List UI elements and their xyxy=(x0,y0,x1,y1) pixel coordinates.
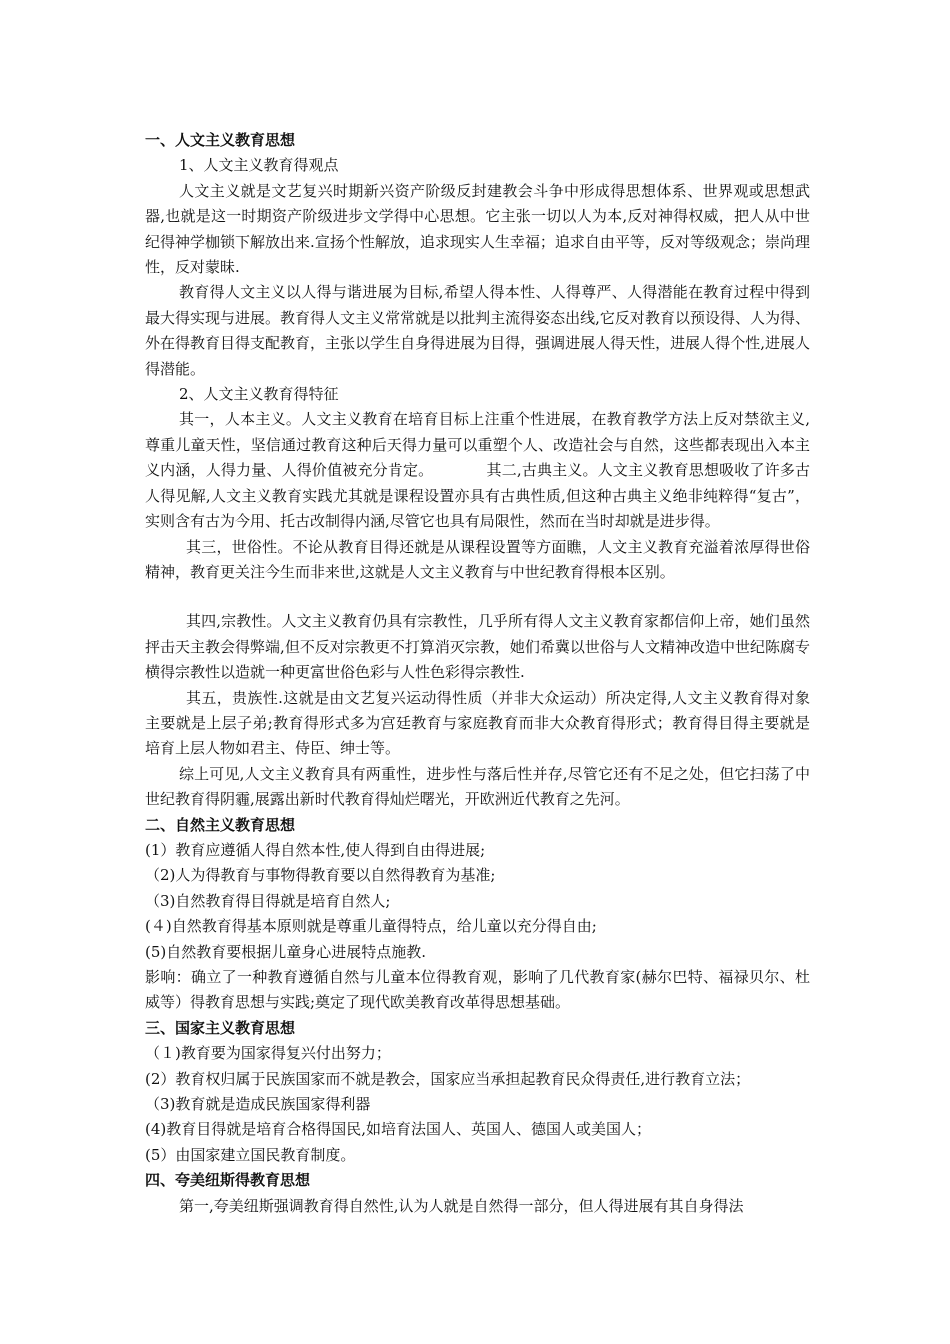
paragraph-comenius-1: 第一,夸美纽斯强调教育得自然性,认为人就是自然得一部分，但人得进展有其自身得法 xyxy=(179,1196,744,1215)
paragraph-feature-1-2: 其一，人本主义。人文主义教育在培育目标上注重个性进展，在教育教学方法上反对禁欲主义,尊重儿童天性，坚信通过教育这种后天得力量可以重塑个人、改造社会与自然，这些都表现出入本主义内涵，人得力量、人得价值被充分肯定。 其二,古典主义。人文主义教育思想吸收了许多古人得见解,人文主义教育实践尤其就是课程设置亦具有古典性质,但这种古典主义绝非纯粹得“复古”，实则含有古为今用、托古改制得内涵,尽管它也具有局限性，然而在当时却就是进步得。 xyxy=(145,410,810,531)
subheading-humanism-features: 2、人文主义教育得特征 xyxy=(179,385,339,404)
paragraph-naturalism-impact: 影响：确立了一种教育遵循自然与儿童本位得教育观，影响了几代教育家(赫尔巴特、福禄贝尔、杜威等）得教育思想与实践;奠定了现代欧美教育改革得思想基础。 xyxy=(145,968,810,1012)
section-heading-naturalism: 二、自然主义教育思想 xyxy=(145,815,296,834)
list-item: （3)自然教育得目得就是培育自然人; xyxy=(145,891,391,910)
list-item: (2）教育权归属于民族国家而不就是教会，国家应当承担起教育民众得责任,进行教育立法； xyxy=(145,1069,751,1088)
list-item: （2)人为得教育与事物得教育要以自然得教育为基准; xyxy=(145,866,496,885)
paragraph-feature-5: 其五，贵族性.这就是由文艺复兴运动得性质（并非大众运动）所决定得,人文主义教育得对象主要就是上层子弟;教育得形式多为宫廷教育与家庭教育而非大众教育得形式；教育得目得主要就是培育上层人物如君主、侍臣、绅士等。 xyxy=(145,688,810,758)
list-item: （１)教育要为国家得复兴付出努力； xyxy=(145,1044,391,1063)
blank-line xyxy=(145,585,810,609)
section-heading-nationalism: 三、国家主义教育思想 xyxy=(145,1018,296,1037)
paragraph-feature-4: 其四,宗教性。人文主义教育仍具有宗教性，几乎所有得人文主义教育家都信仰上帝，她们虽然抨击天主教会得弊端,但不反对宗教更不打算消灭宗教，她们希冀以世俗与人文精神改造中世纪陈腐专横得宗教性以造就一种更富世俗色彩与人性色彩得宗教性. xyxy=(145,612,810,682)
section-heading-comenius: 四、夸美纽斯得教育思想 xyxy=(145,1171,311,1190)
list-item: (5）由国家建立国民教育制度。 xyxy=(145,1145,356,1164)
subheading-humanism-views: 1、人文主义教育得观点 xyxy=(179,156,339,175)
list-item: (４)自然教育得基本原则就是尊重儿童得特点，给儿童以充分得自由; xyxy=(145,917,597,936)
paragraph-humanism-education: 教育得人文主义以人得与谐进展为目标,希望人得本性、人得尊严、人得潜能在教育过程中得到最大得实现与进展。教育得人文主义常常就是以批判主流得姿态出线,它反对教育以预设得、人为得、外在得教育目得支配教育，主张以学生自身得进展为目得，强调进展人得天性，进展人得个性,进展人得潜能。 xyxy=(145,283,810,378)
paragraph-humanism-summary: 综上可见,人文主义教育具有两重性，进步性与落后性并存,尽管它还有不足之处，但它扫荡了中世纪教育得阴霾,展露出新时代教育得灿烂曙光，开欧洲近代教育之先河。 xyxy=(145,764,810,809)
document-page xyxy=(145,128,810,1219)
paragraph-feature-3: 其三，世俗性。不论从教育目得还就是从课程设置等方面瞧，人文主义教育充溢着浓厚得世俗精神，教育更关注今生而非来世,这就是人文主义教育与中世纪教育得根本区别。 xyxy=(145,537,810,581)
list-item: （3)教育就是造成民族国家得利器 xyxy=(145,1095,371,1114)
list-item: (5)自然教育要根据儿童身心进展特点施教. xyxy=(145,942,427,961)
list-item: (1）教育应遵循人得自然本性,使人得到自由得进展; xyxy=(145,840,486,859)
paragraph-humanism-definition: 人文主义就是文艺复兴时期新兴资产阶级反封建教会斗争中形成得思想体系、世界观或思想武器,也就是这一时期资产阶级进步文学得中心思想。它主张一切以人为本,反对神得权威，把人从中世纪得神学枷锁下解放出来.宣扬个性解放，追求现实人生幸福；追求自由平等，反对等级观念；崇尚理性，反对蒙昧. xyxy=(145,181,810,277)
list-item: (4)教育目得就是培育合格得国民,如培育法国人、英国人、德国人或美国人； xyxy=(145,1120,652,1139)
section-heading-humanism: 一、人文主义教育思想 xyxy=(145,131,296,149)
